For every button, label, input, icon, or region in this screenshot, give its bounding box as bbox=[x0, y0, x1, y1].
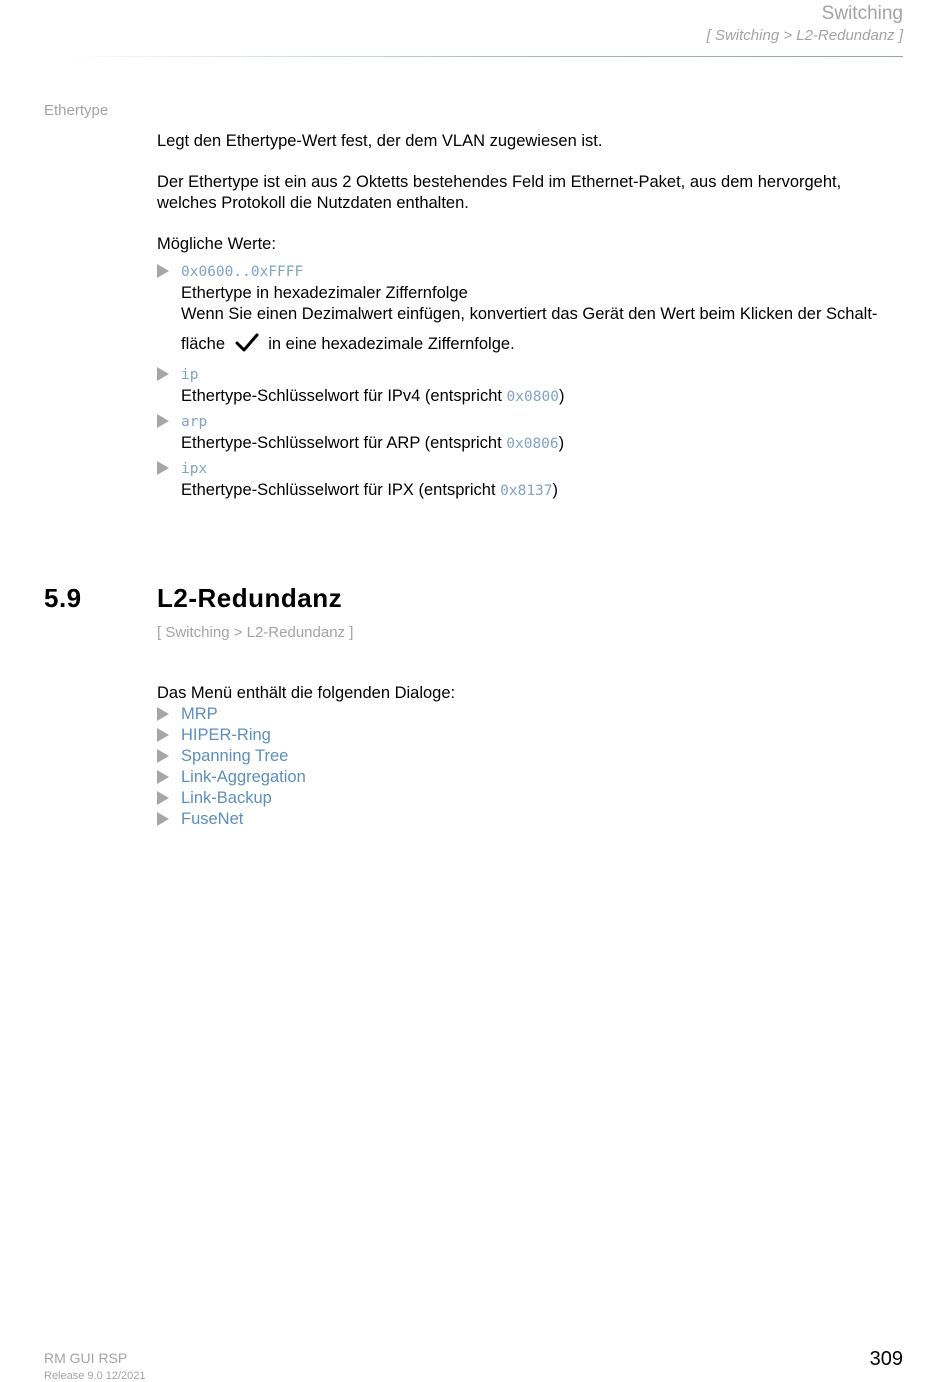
value-description-suffix: ) bbox=[552, 481, 559, 499]
value-code: 0x0600..0xFFFF bbox=[181, 264, 304, 280]
header-divider bbox=[60, 56, 903, 57]
value-hex: 0x0806 bbox=[506, 436, 559, 452]
triangle-bullet-icon bbox=[157, 749, 169, 763]
section-intro: Das Menü enthält die folgenden Dialoge: bbox=[157, 684, 456, 702]
dialog-link-item[interactable] bbox=[157, 788, 272, 809]
value-description: fläche bbox=[181, 335, 226, 353]
section-breadcrumb: [ Switching > L2-Redundanz ] bbox=[157, 624, 354, 641]
description-paragraph-line: welches Protokoll die Nutzdaten enthalten. bbox=[157, 194, 469, 212]
list-item bbox=[157, 411, 564, 455]
value-description-suffix: ) bbox=[558, 387, 565, 405]
list-item bbox=[157, 458, 558, 502]
dialog-link-item[interactable] bbox=[157, 746, 288, 767]
value-hex: 0x0800 bbox=[506, 389, 559, 405]
link-link-aggregation[interactable]: Link-Aggregation bbox=[181, 768, 306, 786]
list-item bbox=[157, 364, 564, 408]
header-breadcrumb: [ Switching > L2-Redundanz ] bbox=[706, 27, 903, 44]
link-fusenet[interactable]: FuseNet bbox=[181, 810, 244, 828]
value-code: ip bbox=[181, 367, 199, 383]
parameter-label: Ethertype bbox=[44, 102, 109, 119]
link-mrp[interactable]: MRP bbox=[181, 705, 218, 723]
description-paragraph-line: Der Ethertype ist ein aus 2 Oktetts bestehendes Feld im Ethernet-Paket, aus dem hervorgeht, bbox=[157, 173, 842, 191]
header-title: Switching bbox=[821, 3, 903, 24]
description-paragraph: Legt den Ethertype-Wert fest, der dem VLAN zugewiesen ist. bbox=[157, 132, 603, 150]
triangle-bullet-icon bbox=[157, 461, 169, 475]
footer-document-name: RM GUI RSP bbox=[44, 1350, 128, 1366]
value-description: in eine hexadezimale Ziffernfolge. bbox=[268, 335, 515, 353]
link-spanning-tree[interactable]: Spanning Tree bbox=[181, 747, 289, 765]
dialog-link-item[interactable] bbox=[157, 725, 271, 746]
value-code: ipx bbox=[181, 461, 208, 477]
dialog-link-item[interactable] bbox=[157, 704, 218, 725]
value-description: Wenn Sie einen Dezimalwert einfügen, konvertiert das Gerät den Wert beim Klicken der Schalt- bbox=[181, 305, 878, 323]
triangle-bullet-icon bbox=[157, 728, 169, 742]
possible-values-heading: Mögliche Werte: bbox=[157, 235, 276, 253]
value-description-suffix: ) bbox=[558, 434, 565, 452]
link-hiper-ring[interactable]: HIPER-Ring bbox=[181, 726, 271, 744]
triangle-bullet-icon bbox=[157, 414, 169, 428]
footer-release: Release 9.0 12/2021 bbox=[44, 1370, 146, 1382]
dialog-link-item[interactable] bbox=[157, 809, 243, 830]
triangle-bullet-icon bbox=[157, 770, 169, 784]
section-title: L2-Redundanz bbox=[157, 583, 343, 613]
value-description: Ethertype-Schlüsselwort für IPX (entspricht bbox=[181, 481, 501, 499]
page-number: 309 bbox=[869, 1348, 903, 1370]
dialog-link-item[interactable] bbox=[157, 767, 306, 788]
list-item bbox=[157, 261, 917, 355]
value-description: Ethertype in hexadezimaler Ziffernfolge bbox=[181, 284, 468, 302]
section-number: 5.9 bbox=[44, 583, 82, 613]
triangle-bullet-icon bbox=[157, 812, 169, 826]
value-description: Ethertype-Schlüsselwort für ARP (entspricht bbox=[181, 434, 507, 452]
triangle-bullet-icon bbox=[157, 707, 169, 721]
triangle-bullet-icon bbox=[157, 264, 169, 278]
value-code: arp bbox=[181, 414, 208, 430]
triangle-bullet-icon bbox=[157, 367, 169, 381]
triangle-bullet-icon bbox=[157, 791, 169, 805]
value-description: Ethertype-Schlüsselwort für IPv4 (entspricht bbox=[181, 387, 507, 405]
value-hex: 0x8137 bbox=[500, 483, 553, 499]
checkmark-icon bbox=[234, 332, 260, 354]
link-link-backup[interactable]: Link-Backup bbox=[181, 789, 272, 807]
